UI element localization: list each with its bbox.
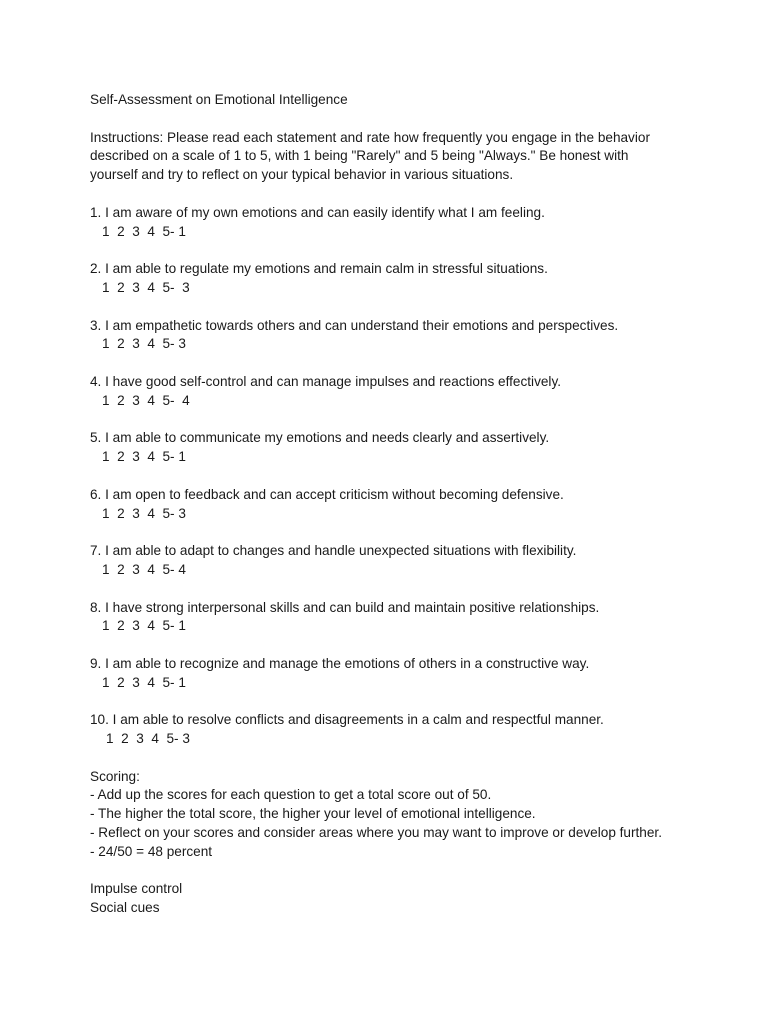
scoring-section	[90, 768, 730, 862]
question-list	[90, 204, 730, 749]
question-text: 4. I have good self-control and can manage impulses and reactions effectively.	[90, 373, 562, 389]
document-title: Self-Assessment on Emotional Intelligence	[90, 92, 348, 107]
question-text: 10. I am able to resolve conflicts and disagreements in a calm and respectful manner.	[90, 712, 604, 728]
rating-scale: 1 2 3 4 5- 1	[102, 223, 186, 239]
document-body	[90, 91, 730, 918]
question-item	[90, 373, 730, 411]
question-item	[90, 260, 730, 298]
question-text: 1. I am aware of my own emotions and can easily identify what I am feeling.	[90, 204, 545, 220]
question-item	[90, 655, 730, 693]
scoring-heading: Scoring:	[90, 768, 140, 784]
question-item	[90, 317, 730, 355]
question-text: 9. I am able to recognize and manage the emotions of others in a constructive way.	[90, 655, 590, 671]
notes-section	[90, 880, 730, 918]
rating-scale: 1 2 3 4 5- 3	[102, 279, 190, 295]
question-text: 6. I am open to feedback and can accept criticism without becoming defensive.	[90, 486, 564, 502]
question-text: 3. I am empathetic towards others and can understand their emotions and perspectives.	[90, 317, 619, 333]
instructions-line: Instructions: Please read each statement and rate how frequently you engage in the behavior	[90, 129, 650, 145]
question-item	[90, 599, 730, 637]
instructions	[90, 129, 730, 185]
instructions-line: described on a scale of 1 to 5, with 1 being "Rarely" and 5 being "Always." Be honest with	[90, 148, 629, 164]
question-item	[90, 486, 730, 524]
scoring-line: - Add up the scores for each question to get a total score out of 50.	[90, 787, 492, 803]
note-item: Impulse control	[90, 881, 183, 897]
question-item	[90, 711, 730, 749]
rating-scale: 1 2 3 4 5- 4	[102, 561, 186, 577]
scoring-line: - The higher the total score, the higher your level of emotional intelligence.	[90, 806, 536, 822]
rating-scale: 1 2 3 4 5- 4	[102, 392, 190, 408]
rating-scale: 1 2 3 4 5- 3	[106, 731, 190, 747]
question-text: 7. I am able to adapt to changes and handle unexpected situations with flexibility.	[90, 543, 577, 559]
question-item	[90, 204, 730, 242]
question-text: 8. I have strong interpersonal skills and can build and maintain positive relationships.	[90, 599, 600, 615]
question-text: 2. I am able to regulate my emotions and remain calm in stressful situations.	[90, 261, 548, 277]
rating-scale: 1 2 3 4 5- 1	[102, 618, 186, 634]
note-item: Social cues	[90, 900, 160, 916]
instructions-line: yourself and try to reflect on your typical behavior in various situations.	[90, 167, 514, 183]
rating-scale: 1 2 3 4 5- 3	[102, 505, 186, 521]
scoring-line: - Reflect on your scores and consider areas where you may want to improve or develop further.	[90, 825, 662, 841]
question-item	[90, 542, 730, 580]
scoring-result: - 24/50 = 48 percent	[90, 843, 213, 859]
rating-scale: 1 2 3 4 5- 1	[102, 449, 186, 465]
question-text: 5. I am able to communicate my emotions and needs clearly and assertively.	[90, 430, 550, 446]
question-item	[90, 429, 730, 467]
rating-scale: 1 2 3 4 5- 3	[102, 336, 186, 352]
rating-scale: 1 2 3 4 5- 1	[102, 674, 186, 690]
